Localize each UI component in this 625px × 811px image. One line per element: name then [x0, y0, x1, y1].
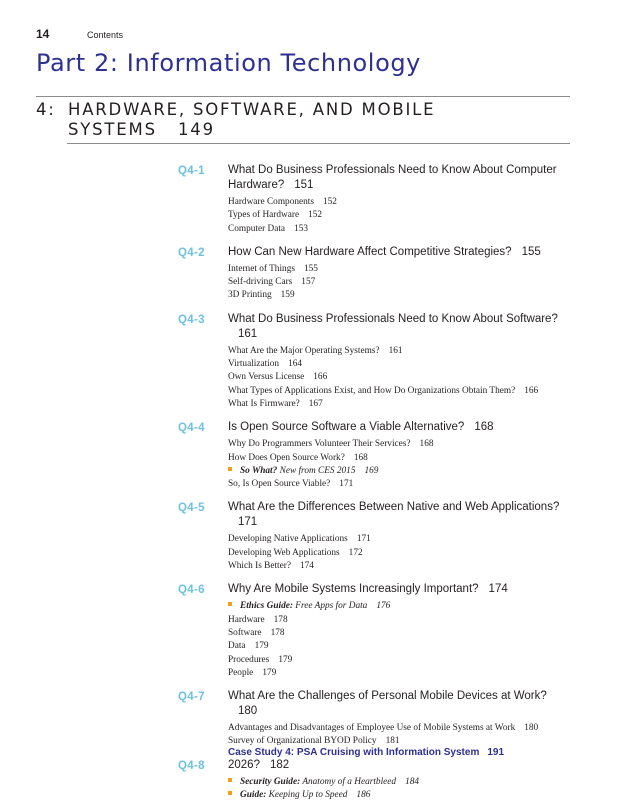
topic-text: Developing Native Applications: [228, 534, 348, 545]
question-block: [174, 500, 574, 573]
question-page: 151: [294, 179, 314, 191]
chapter-heading: [36, 100, 556, 140]
topic-page: 179: [262, 667, 277, 678]
topic-text: Anatomy of a Heartbleed: [302, 776, 397, 787]
topic-page: 166: [313, 372, 328, 383]
topic-entry[interactable]: [228, 478, 574, 491]
topic-page: 172: [348, 547, 363, 558]
question-block: [174, 245, 574, 303]
chapter-title-line1: HARDWARE, SOFTWARE, AND MOBILE: [68, 100, 436, 119]
question-label: Q4-7: [178, 691, 205, 704]
topic-text: 3D Printing: [228, 290, 272, 301]
topic-entry[interactable]: [228, 614, 574, 627]
topic-page: 178: [270, 627, 285, 638]
question-block: [174, 163, 574, 236]
topic-text: Data: [228, 641, 246, 652]
topic-page: 179: [278, 654, 293, 665]
question-title-link[interactable]: [228, 582, 574, 597]
question-title-link[interactable]: [228, 245, 574, 260]
question-label: Q4-5: [178, 502, 205, 515]
topic-page: 178: [273, 614, 288, 625]
topic-entry[interactable]: [228, 371, 574, 384]
topic-page: 180: [524, 723, 539, 734]
question-title: What Do Business Professionals Need to Know About Software?: [228, 312, 558, 325]
question-title: How Can New Hardware Affect Competitive Strategies?: [228, 245, 512, 258]
divider-top: [36, 96, 570, 97]
part-title: Part 2: Information Technology: [36, 49, 421, 77]
topic-text: Keeping Up to Speed: [268, 790, 348, 801]
topic-page: 164: [288, 359, 303, 370]
question-label: Q4-2: [178, 246, 205, 259]
guide-entry[interactable]: [228, 776, 574, 789]
topic-text: Types of Hardware: [228, 210, 300, 221]
question-page: 174: [488, 583, 508, 596]
topic-entry[interactable]: [228, 667, 574, 680]
topic-page: 167: [308, 398, 323, 409]
question-title-link[interactable]: [228, 420, 574, 435]
question-title: What Do Business Professionals Need to Know About Computer Hardware?: [228, 164, 557, 191]
divider-bottom: [67, 143, 570, 144]
question-list: [174, 163, 574, 811]
topic-page: 155: [303, 263, 318, 274]
topic-text: People: [228, 667, 254, 678]
topic-page: 174: [300, 561, 314, 572]
topic-text: What Is Firmware?: [228, 398, 300, 409]
topic-entry[interactable]: [228, 533, 574, 546]
topic-page: 171: [339, 479, 354, 490]
question-block: [174, 758, 574, 803]
topic-entry[interactable]: [228, 547, 574, 560]
topic-page: 152: [322, 197, 337, 207]
topic-entry[interactable]: [228, 345, 574, 358]
question-page: 171: [238, 516, 258, 529]
question-label: Q4-4: [178, 422, 205, 435]
topic-text: Advantages and Disadvantages of Employee Use of Mobile Systems at Work: [228, 723, 516, 734]
topic-entry[interactable]: [228, 722, 574, 735]
case-study-link[interactable]: [228, 747, 504, 758]
question-title: What Are the Challenges of Personal Mobile Devices at Work?: [228, 690, 547, 703]
guide-entry[interactable]: [228, 600, 574, 613]
bullet-icon: [228, 778, 232, 782]
topic-text: Own Versus License: [228, 372, 305, 383]
topic-entry[interactable]: [228, 560, 574, 573]
topic-page: 152: [308, 210, 323, 221]
topic-page: 166: [524, 385, 539, 396]
topic-text: Software: [228, 627, 262, 638]
topic-entry[interactable]: [228, 654, 574, 667]
topic-text: Hardware: [228, 614, 265, 625]
topic-text: So, Is Open Source Viable?: [228, 479, 331, 490]
question-block: [174, 582, 574, 680]
guide-lead: So What?: [240, 465, 278, 476]
topic-text: Which Is Better?: [228, 561, 291, 572]
question-title-link[interactable]: [228, 312, 574, 342]
topic-text: Free Apps for Data: [295, 601, 368, 612]
topic-entry[interactable]: [228, 398, 574, 411]
topic-entry[interactable]: [228, 209, 574, 222]
topic-entry[interactable]: [228, 263, 574, 276]
question-title: What Are the Differences Between Native and Web Applications?: [228, 501, 560, 514]
chapter-page: 149: [177, 120, 215, 139]
question-page: 161: [238, 327, 258, 340]
topic-text: Computer Data: [228, 223, 286, 234]
question-label: Q4-3: [178, 313, 205, 326]
topic-page: 169: [364, 465, 379, 476]
topic-text: How Does Open Source Work?: [228, 452, 345, 463]
chapter-number: 4:: [36, 100, 56, 119]
guide-lead: Ethics Guide:: [240, 601, 293, 612]
topic-entry[interactable]: [228, 385, 574, 398]
topic-entry[interactable]: [228, 289, 574, 302]
question-block: [174, 312, 574, 411]
guide-lead: Security Guide:: [240, 776, 301, 787]
question-title-link[interactable]: [228, 689, 574, 719]
case-study-page: 191: [487, 747, 505, 758]
question-title-link[interactable]: [228, 758, 574, 773]
page-number: 14: [36, 27, 50, 41]
question-title: Why Are Mobile Systems Increasingly Important?: [228, 583, 479, 596]
guide-entry[interactable]: [228, 789, 574, 802]
topic-text: New from CES 2015: [279, 465, 356, 476]
topic-page: 176: [376, 601, 391, 612]
topic-text: Procedures: [228, 654, 270, 665]
topic-entry[interactable]: [228, 438, 574, 451]
topic-page: 159: [280, 290, 295, 301]
topic-page: 184: [405, 776, 420, 787]
topic-page: 157: [301, 277, 316, 288]
topic-page: 179: [254, 641, 269, 652]
topic-entry[interactable]: [228, 358, 574, 371]
question-page: 155: [521, 245, 541, 258]
guide-lead: Guide:: [240, 790, 267, 801]
topic-text: Developing Web Applications: [228, 547, 340, 558]
question-title: 2026?: [228, 758, 260, 771]
chapter-title-line2: SYSTEMS: [68, 120, 157, 139]
topic-text: Internet of Things: [228, 263, 295, 274]
question-block: [174, 420, 574, 491]
topic-text: Self-driving Cars: [228, 277, 293, 288]
running-head: Contents: [87, 30, 124, 40]
question-page: 182: [269, 758, 290, 771]
bullet-icon: [228, 467, 232, 471]
guide-entry[interactable]: [228, 465, 574, 478]
topic-page: 168: [419, 439, 434, 450]
question-label: Q4-6: [178, 584, 205, 597]
question-page: 168: [474, 421, 494, 434]
topic-text: What Are the Major Operating Systems?: [228, 345, 380, 356]
topic-entry[interactable]: [228, 223, 574, 236]
question-label: Q4-1: [178, 165, 205, 177]
topic-text: Survey of Organizational BYOD Policy: [228, 736, 377, 747]
question-title: Is Open Source Software a Viable Alternative?: [228, 421, 465, 434]
topic-entry[interactable]: [228, 196, 574, 209]
topic-page: 153: [294, 223, 309, 234]
topic-entry[interactable]: [228, 276, 574, 289]
topic-page: 168: [353, 452, 368, 463]
bullet-icon: [228, 602, 232, 606]
topic-text: Hardware Components: [228, 197, 314, 207]
topic-page: 171: [356, 534, 371, 545]
question-label: Q4-8: [178, 759, 205, 772]
question-title-link[interactable]: [228, 500, 574, 530]
topic-entry[interactable]: [228, 452, 574, 465]
topic-text: Why Do Programmers Volunteer Their Services?: [228, 439, 411, 450]
bullet-icon: [228, 791, 232, 795]
question-title-link[interactable]: [228, 163, 574, 193]
question-page: 180: [238, 705, 258, 718]
topic-entry[interactable]: [228, 640, 574, 653]
topic-text: Virtualization: [228, 359, 280, 370]
case-study-title: Case Study 4: PSA Cruising with Information System: [228, 747, 480, 758]
question-block: [174, 689, 574, 749]
topic-page: 161: [388, 345, 403, 356]
topic-page: 186: [356, 790, 371, 801]
topic-text: What Types of Applications Exist, and How Do Organizations Obtain Them?: [228, 385, 516, 396]
topic-page: 181: [385, 736, 400, 747]
topic-entry[interactable]: [228, 627, 574, 640]
